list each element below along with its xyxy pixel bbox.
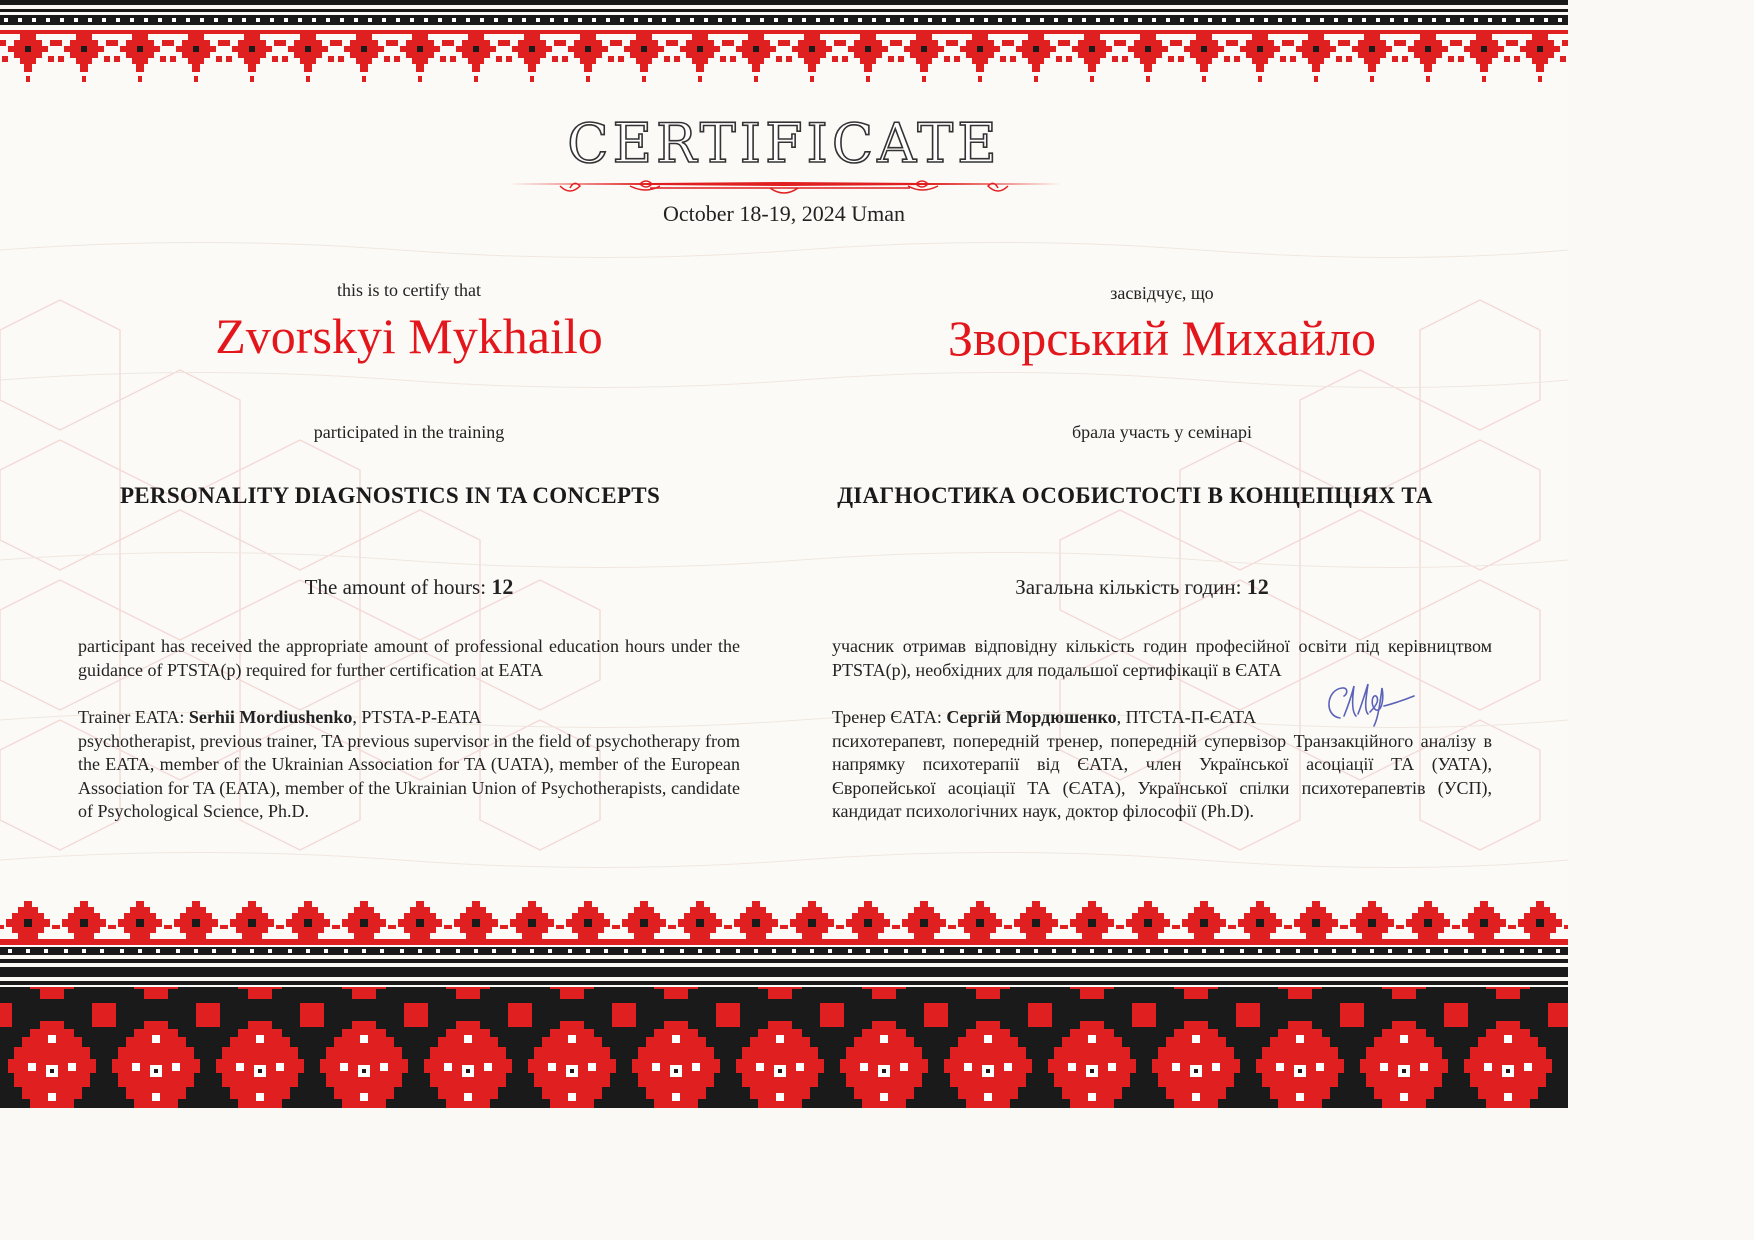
en-recipient-name: Zvorskyi Mykhailo (215, 308, 603, 364)
en-trainer-label: Trainer EATA: (78, 707, 185, 727)
en-statement: participant has received the appropriate amount of professional education hours under the guidance of PTSTA(p) required for further certification at EATA (78, 636, 740, 680)
uk-course-title: ДІАГНОСТИКА ОСОБИСТОСТІ В КОНЦЕПЦІЯХ ТА (837, 483, 1433, 508)
top-embroidery-border (0, 0, 1568, 92)
bottom-embroidery-border (0, 895, 1568, 1108)
uk-participated-label: брала участь у семінарі (1071, 422, 1253, 442)
en-trainer-name: Serhii Mordiushenko (188, 707, 353, 727)
uk-trainer-label: Тренер ЄАТА: (832, 707, 942, 727)
date-and-place: October 18-19, 2024 Uman (663, 201, 905, 226)
en-course-title: PERSONALITY DIAGNOSTICS IN TA CONCEPTS (119, 483, 661, 508)
uk-hours (832, 574, 1452, 600)
uk-certify-label: засвідчує, що (1110, 283, 1214, 303)
en-trainer-block (78, 706, 740, 824)
en-trainer-bio: psychotherapist, previous trainer, TA previous supervisor in the field of psychotherapy from the EATA, member of the Ukrainian Association for TA (UATA), member of the European Association for TA (EATA), member of the Ukrainian Union of Psychotherapists, candidate of Psychological Science, Ph.D. (78, 730, 740, 821)
uk-trainer-suffix: , ПТСТА-П-ЄАТА (1116, 707, 1257, 727)
uk-trainer-name: Сергій Мордюшенко (946, 707, 1117, 727)
uk-hours-value: 12 (1246, 574, 1269, 599)
uk-statement: учасник отримав відповідну кількість годин професійної освіти під керівництвом PTSTA(p), необхідних для подальшої сертифікації в ЄАТА (832, 636, 1492, 680)
certificate-title: CERTIFICATE (567, 112, 1001, 175)
en-trainer-line (78, 706, 740, 730)
en-participated-label: participated in the training (313, 422, 505, 442)
en-hours-label: The amount of hours: (304, 575, 487, 599)
en-hours-value: 12 (491, 574, 514, 599)
en-hours (78, 574, 740, 600)
uk-trainer-bio: психотерапевт, попередній тренер, попередній супервізор Транзакційного аналізу в напрямку психотерапії від ЄАТА, член Української асоціації ТА (УАТА), Європейської асоціації ТА (ЄАТА), Української спілки психотерапевтів (УСП), кандидат психологічних наук, доктор філософії (Ph.D). (832, 730, 1492, 821)
title-flourish-ornament (500, 174, 1068, 202)
trainer-signature (1318, 676, 1418, 728)
uk-recipient-name: Зворський Михайло (947, 310, 1377, 366)
en-certify-label: this is to certify that (337, 280, 481, 300)
uk-hours-label: Загальна кількість годин: (1015, 575, 1242, 599)
en-trainer-suffix: , PTSTA-P-EATA (352, 707, 482, 727)
